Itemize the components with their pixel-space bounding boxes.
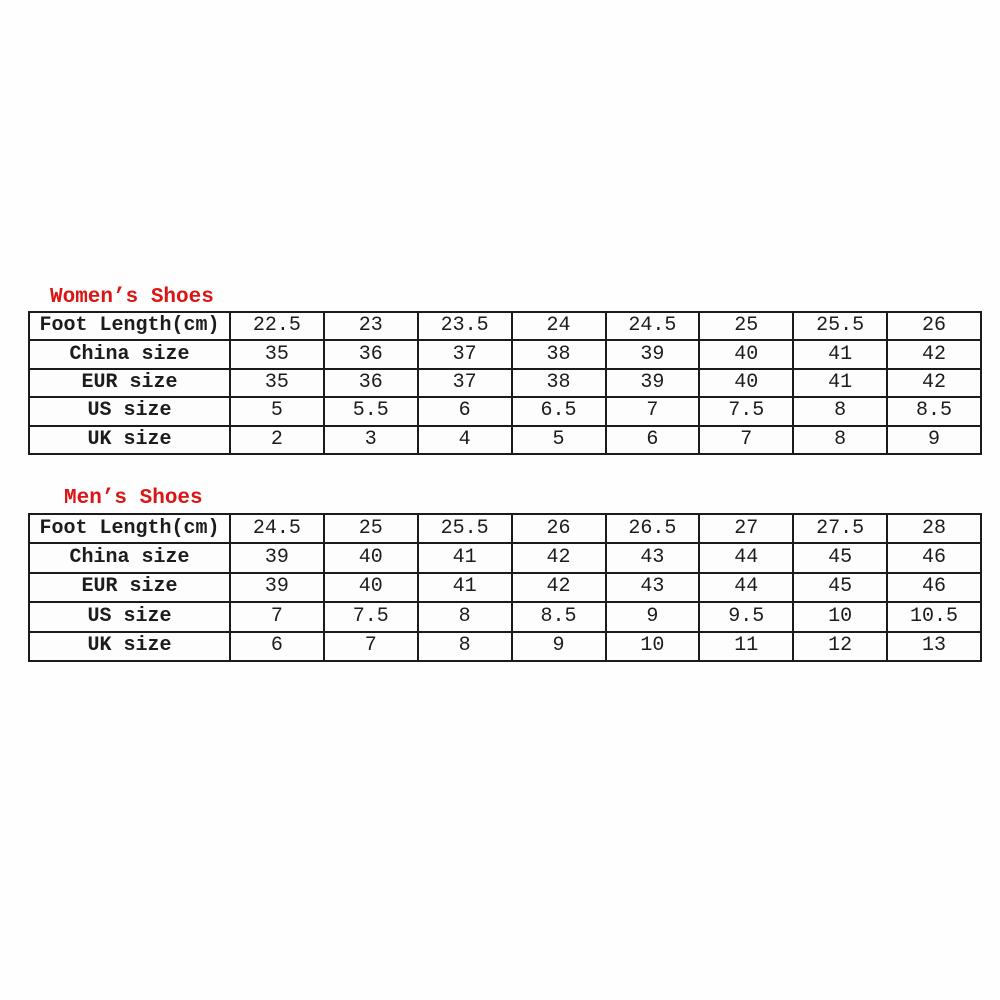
size-cell: 28 (887, 514, 981, 543)
size-cell: 35 (230, 340, 324, 368)
womens-shoes-title: Women’s Shoes (50, 286, 214, 309)
size-cell: 40 (699, 369, 793, 397)
size-cell: 9.5 (699, 602, 793, 631)
size-cell: 24.5 (606, 312, 700, 340)
size-cell: 26 (512, 514, 606, 543)
size-cell: 9 (606, 602, 700, 631)
size-cell: 39 (606, 340, 700, 368)
size-cell: 8 (793, 426, 887, 454)
size-cell: 24 (512, 312, 606, 340)
size-cell: 45 (793, 543, 887, 572)
table-row (29, 573, 981, 602)
size-cell: 46 (887, 543, 981, 572)
row-label: US size (29, 397, 230, 425)
size-cell: 12 (793, 632, 887, 661)
size-cell: 6 (418, 397, 512, 425)
size-cell: 25.5 (793, 312, 887, 340)
row-label: EUR size (29, 369, 230, 397)
row-label: China size (29, 340, 230, 368)
size-cell: 44 (699, 573, 793, 602)
size-cell: 7 (606, 397, 700, 425)
size-cell: 42 (512, 573, 606, 602)
size-cell: 43 (606, 543, 700, 572)
size-cell: 8.5 (512, 602, 606, 631)
size-cell: 6 (606, 426, 700, 454)
size-cell: 41 (793, 340, 887, 368)
table-row (29, 514, 981, 543)
size-cell: 38 (512, 340, 606, 368)
row-label: Foot Length(cm) (29, 514, 230, 543)
size-cell: 10 (606, 632, 700, 661)
size-cell: 7 (324, 632, 418, 661)
size-cell: 40 (324, 573, 418, 602)
size-cell: 41 (418, 543, 512, 572)
row-label: Foot Length(cm) (29, 312, 230, 340)
size-cell: 40 (699, 340, 793, 368)
table-row (29, 340, 981, 368)
size-cell: 36 (324, 369, 418, 397)
size-cell: 5.5 (324, 397, 418, 425)
size-cell: 8 (418, 632, 512, 661)
size-cell: 9 (887, 426, 981, 454)
size-cell: 46 (887, 573, 981, 602)
size-cell: 13 (887, 632, 981, 661)
size-cell: 10 (793, 602, 887, 631)
size-cell: 6.5 (512, 397, 606, 425)
row-label: US size (29, 602, 230, 631)
mens-shoes-title: Men’s Shoes (64, 487, 203, 510)
table-row (29, 632, 981, 661)
size-cell: 7.5 (699, 397, 793, 425)
size-cell: 3 (324, 426, 418, 454)
size-cell: 27.5 (793, 514, 887, 543)
size-cell: 8 (418, 602, 512, 631)
size-cell: 44 (699, 543, 793, 572)
size-cell: 22.5 (230, 312, 324, 340)
size-cell: 24.5 (230, 514, 324, 543)
size-cell: 2 (230, 426, 324, 454)
table-row (29, 543, 981, 572)
size-cell: 8.5 (887, 397, 981, 425)
row-label: UK size (29, 426, 230, 454)
size-cell: 35 (230, 369, 324, 397)
row-label: UK size (29, 632, 230, 661)
size-cell: 11 (699, 632, 793, 661)
row-label: EUR size (29, 573, 230, 602)
size-cell: 43 (606, 573, 700, 602)
womens-size-table (28, 311, 982, 455)
size-cell: 37 (418, 369, 512, 397)
size-cell: 26.5 (606, 514, 700, 543)
size-cell: 6 (230, 632, 324, 661)
table-row (29, 426, 981, 454)
size-cell: 25 (324, 514, 418, 543)
size-cell: 39 (230, 543, 324, 572)
size-cell: 26 (887, 312, 981, 340)
size-cell: 27 (699, 514, 793, 543)
size-cell: 10.5 (887, 602, 981, 631)
size-cell: 37 (418, 340, 512, 368)
size-cell: 39 (606, 369, 700, 397)
mens-size-table (28, 513, 982, 662)
size-cell: 9 (512, 632, 606, 661)
table-row (29, 312, 981, 340)
size-cell: 42 (512, 543, 606, 572)
table-row (29, 602, 981, 631)
size-cell: 42 (887, 369, 981, 397)
size-cell: 38 (512, 369, 606, 397)
size-cell: 25 (699, 312, 793, 340)
size-cell: 45 (793, 573, 887, 602)
size-cell: 23.5 (418, 312, 512, 340)
size-cell: 7 (230, 602, 324, 631)
size-cell: 5 (230, 397, 324, 425)
size-cell: 4 (418, 426, 512, 454)
size-cell: 5 (512, 426, 606, 454)
size-cell: 25.5 (418, 514, 512, 543)
size-cell: 41 (418, 573, 512, 602)
size-cell: 40 (324, 543, 418, 572)
size-cell: 39 (230, 573, 324, 602)
size-cell: 8 (793, 397, 887, 425)
size-cell: 42 (887, 340, 981, 368)
size-cell: 7.5 (324, 602, 418, 631)
row-label: China size (29, 543, 230, 572)
table-row (29, 369, 981, 397)
size-cell: 7 (699, 426, 793, 454)
size-cell: 41 (793, 369, 887, 397)
size-cell: 23 (324, 312, 418, 340)
table-row (29, 397, 981, 425)
size-cell: 36 (324, 340, 418, 368)
